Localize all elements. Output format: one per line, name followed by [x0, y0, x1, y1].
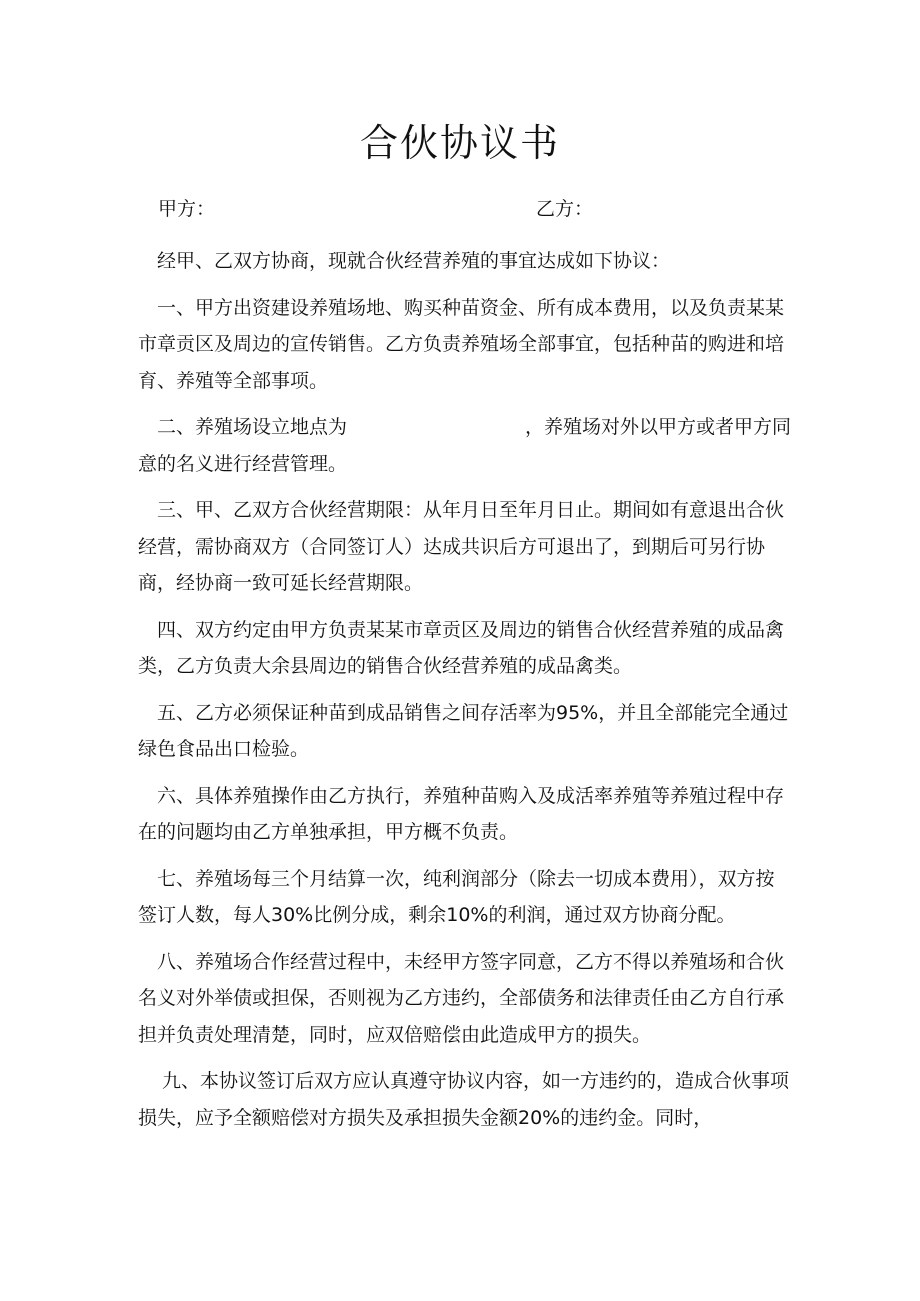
clause-7: 七、养殖场每三个月结算一次，纯利润部分（除去一切成本费用），双方按签订人数，每人30%比例分成，剩余10%的利润，通过双方协商分配。 — [138, 867, 775, 926]
clause-5: 五、乙方必须保证种苗到成品销售之间存活率为95%，并且全部能完全通过绿色食品出口检验。 — [138, 701, 789, 760]
clause-2-part-2: ，养殖场对外以甲方或者甲方同意的名义进行经营管理。 — [138, 416, 792, 475]
party-b-label: 乙方： — [536, 198, 594, 220]
clause-6: 六、具体养殖操作由乙方执行，养殖种苗购入及成活率养殖等养殖过程中存在的问题均由乙方单独承担，甲方概不负责。 — [138, 784, 785, 843]
clause-8: 八、养殖场合作经营过程中，未经甲方签字同意，乙方不得以养殖场和合伙名义对外举债或担保，否则视为乙方违约，全部债务和法律责任由乙方自行承担并负责处理清楚，同时，应双倍赔偿由此造成甲方的损失。 — [138, 950, 785, 1046]
clause-1: 一、甲方出资建设养殖场地、购买种苗资金、所有成本费用，以及负责某某市章贡区及周边的宣传销售。乙方负责养殖场全部事宜，包括种苗的购进和培育、养殖等全部事项。 — [138, 296, 785, 392]
clause-4: 四、双方约定由甲方负责某某市章贡区及周边的销售合伙经营养殖的成品禽类，乙方负责大余县周边的销售合伙经营养殖的成品禽类。 — [138, 618, 785, 677]
clause-3: 三、甲、乙双方合伙经营期限：从年月日至年月日止。期间如有意退出合伙经营，需协商双方（合同签订人）达成共识后方可退出了，到期后可另行协商，经协商一致可延长经营期限。 — [138, 499, 785, 594]
party-a-label: 甲方： — [158, 198, 216, 220]
clause-9: 九、本协议签订后双方应认真遵守协议内容，如一方违约的，造成合伙事项损失，应予全额赔偿对方损失及承担损失金额20%的违约金。同时， — [138, 1070, 790, 1129]
clause-2 — [138, 409, 793, 482]
clause-2-part-1: 二、养殖场设立地点为 — [157, 416, 348, 438]
document-body — [138, 243, 793, 1146]
document-title: 合伙协议书 — [359, 121, 560, 165]
intro-paragraph: 经甲、乙双方协商，现就合伙经营养殖的事宜达成如下协议： — [157, 250, 671, 272]
